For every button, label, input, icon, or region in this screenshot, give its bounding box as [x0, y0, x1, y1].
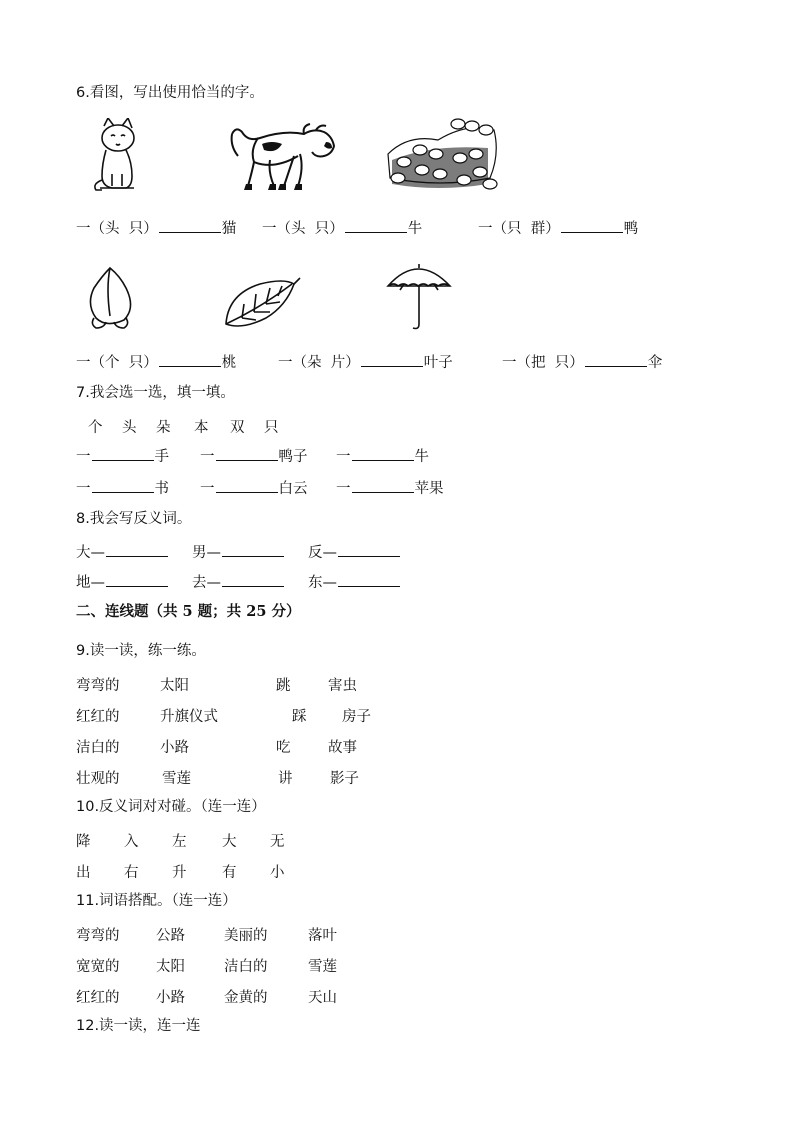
section-2-heading: 二、连线题（共 5 题；共 25 分）: [76, 603, 301, 620]
answer-blank[interactable]: [338, 572, 400, 587]
q10-title: 10.反义词对对碰。（连一连）: [76, 799, 266, 815]
q7-word: 鸭子: [278, 449, 308, 465]
q7-item: [76, 478, 169, 498]
match-word[interactable]: 红红的: [76, 709, 120, 725]
match-word[interactable]: 无: [270, 834, 285, 850]
q7-word: 书: [154, 481, 169, 497]
match-word[interactable]: 影子: [330, 771, 359, 787]
q7-option: 个: [88, 420, 103, 436]
answer-blank[interactable]: [345, 218, 407, 233]
answer-blank[interactable]: [352, 446, 414, 461]
match-word[interactable]: 大: [222, 834, 237, 850]
q7-word: 手: [154, 449, 169, 465]
match-word[interactable]: 有: [222, 865, 237, 881]
match-word[interactable]: 左: [172, 834, 187, 850]
q7-prefix: 一: [76, 449, 91, 465]
q9-title: 9.读一读，练一练。: [76, 643, 206, 659]
cat-icon: [92, 118, 142, 192]
q7-option: 本: [194, 420, 209, 436]
answer-blank[interactable]: [222, 542, 284, 557]
q7-item: [336, 478, 444, 498]
match-word[interactable]: 出: [76, 865, 91, 881]
match-word[interactable]: 宽宽的: [76, 959, 120, 975]
answer-blank[interactable]: [216, 446, 278, 461]
answer-blank[interactable]: [159, 352, 221, 367]
match-word[interactable]: 小路: [160, 740, 189, 756]
answer-blank[interactable]: [352, 478, 414, 493]
q6-item-suffix: 叶子: [423, 355, 453, 371]
q6-item-prefix: 一（个 只）: [76, 355, 158, 371]
q6-item-prefix: 一（头 只）: [76, 221, 158, 237]
q6-title: 6.看图，写出使用恰当的字。: [76, 85, 264, 101]
match-word[interactable]: 升: [172, 865, 187, 881]
q7-option: 头: [122, 420, 137, 436]
q12-title: 12.读一读，连一连: [76, 1018, 201, 1034]
ducks-icon: [384, 114, 502, 194]
q7-item: [200, 478, 308, 498]
q7-option: 双: [230, 420, 245, 436]
match-word[interactable]: 右: [124, 865, 139, 881]
answer-blank[interactable]: [338, 542, 400, 557]
match-word[interactable]: 升旗仪式: [160, 709, 218, 725]
q7-prefix: 一: [76, 481, 91, 497]
q8-item: [76, 542, 169, 562]
answer-blank[interactable]: [585, 352, 647, 367]
q8-word: 大—: [76, 545, 105, 561]
q6-item-prefix: 一（只 群）: [478, 221, 560, 237]
match-word[interactable]: 跳: [276, 678, 291, 694]
answer-blank[interactable]: [222, 572, 284, 587]
answer-blank[interactable]: [216, 478, 278, 493]
q6-item-suffix: 鸭: [623, 221, 639, 237]
match-word[interactable]: 小: [270, 865, 285, 881]
match-word[interactable]: 弯弯的: [76, 678, 120, 694]
answer-blank[interactable]: [361, 352, 423, 367]
q7-option: 只: [264, 420, 279, 436]
match-word[interactable]: 吃: [276, 740, 291, 756]
q6-item-leaf: [278, 352, 453, 372]
q6-item-duck: [478, 218, 638, 238]
match-word[interactable]: 美丽的: [224, 928, 268, 944]
match-word[interactable]: 落叶: [308, 928, 337, 944]
bull-icon: [228, 120, 340, 196]
match-word[interactable]: 红红的: [76, 990, 120, 1006]
q8-word: 东—: [308, 575, 337, 591]
match-word[interactable]: 壮观的: [76, 771, 120, 787]
peach-icon: [84, 262, 136, 330]
q8-word: 男—: [192, 545, 221, 561]
match-word[interactable]: 房子: [342, 709, 371, 725]
match-word[interactable]: 害虫: [328, 678, 357, 694]
q8-word: 反—: [308, 545, 337, 561]
q8-item: [192, 572, 285, 592]
q6-item-peach: [76, 352, 236, 372]
match-word[interactable]: 天山: [308, 990, 337, 1006]
match-word[interactable]: 弯弯的: [76, 928, 120, 944]
q8-title: 8.我会写反义词。: [76, 511, 192, 527]
umbrella-icon: [384, 260, 454, 330]
match-word[interactable]: 太阳: [156, 959, 185, 975]
q6-item-prefix: 一（头 只）: [262, 221, 344, 237]
q7-title: 7.我会选一选，填一填。: [76, 385, 235, 401]
q7-word: 苹果: [414, 481, 444, 497]
q7-item: [336, 446, 429, 466]
q7-prefix: 一: [336, 449, 351, 465]
q6-item-suffix: 伞: [647, 355, 663, 371]
q7-prefix: 一: [200, 449, 215, 465]
leaf-icon: [222, 274, 302, 330]
q8-item: [308, 542, 401, 562]
q7-prefix: 一: [336, 481, 351, 497]
match-word[interactable]: 故事: [328, 740, 357, 756]
q6-item-bull: [262, 218, 422, 238]
answer-blank[interactable]: [92, 478, 154, 493]
q7-item: [76, 446, 169, 466]
match-word[interactable]: 踩: [292, 709, 307, 725]
match-word[interactable]: 太阳: [160, 678, 189, 694]
q7-item: [200, 446, 308, 466]
answer-blank[interactable]: [106, 572, 168, 587]
match-word[interactable]: 讲: [278, 771, 293, 787]
match-word[interactable]: 雪莲: [308, 959, 337, 975]
q7-prefix: 一: [200, 481, 215, 497]
match-word[interactable]: 金黄的: [224, 990, 268, 1006]
answer-blank[interactable]: [106, 542, 168, 557]
q6-item-suffix: 牛: [407, 221, 423, 237]
match-word[interactable]: 洁白的: [76, 740, 120, 756]
q6-item-prefix: 一（朵 片）: [278, 355, 360, 371]
q8-item: [192, 542, 285, 562]
match-word[interactable]: 小路: [156, 990, 185, 1006]
q8-word: 地—: [76, 575, 105, 591]
match-word[interactable]: 洁白的: [224, 959, 268, 975]
q8-item: [76, 572, 169, 592]
q6-item-suffix: 猫: [221, 221, 237, 237]
q11-title: 11.词语搭配。（连一连）: [76, 893, 237, 909]
match-word[interactable]: 公路: [156, 928, 185, 944]
answer-blank[interactable]: [92, 446, 154, 461]
answer-blank[interactable]: [561, 218, 623, 233]
q6-item-cat: [76, 218, 236, 238]
q6-item-umbrella: [502, 352, 662, 372]
q8-item: [308, 572, 401, 592]
answer-blank[interactable]: [159, 218, 221, 233]
q7-option: 朵: [156, 420, 171, 436]
match-word[interactable]: 入: [124, 834, 139, 850]
match-word[interactable]: 雪莲: [162, 771, 191, 787]
q7-word: 牛: [414, 449, 429, 465]
match-word[interactable]: 降: [76, 834, 91, 850]
q6-item-suffix: 桃: [221, 355, 237, 371]
q6-item-prefix: 一（把 只）: [502, 355, 584, 371]
q7-word: 白云: [278, 481, 308, 497]
q8-word: 去—: [192, 575, 221, 591]
